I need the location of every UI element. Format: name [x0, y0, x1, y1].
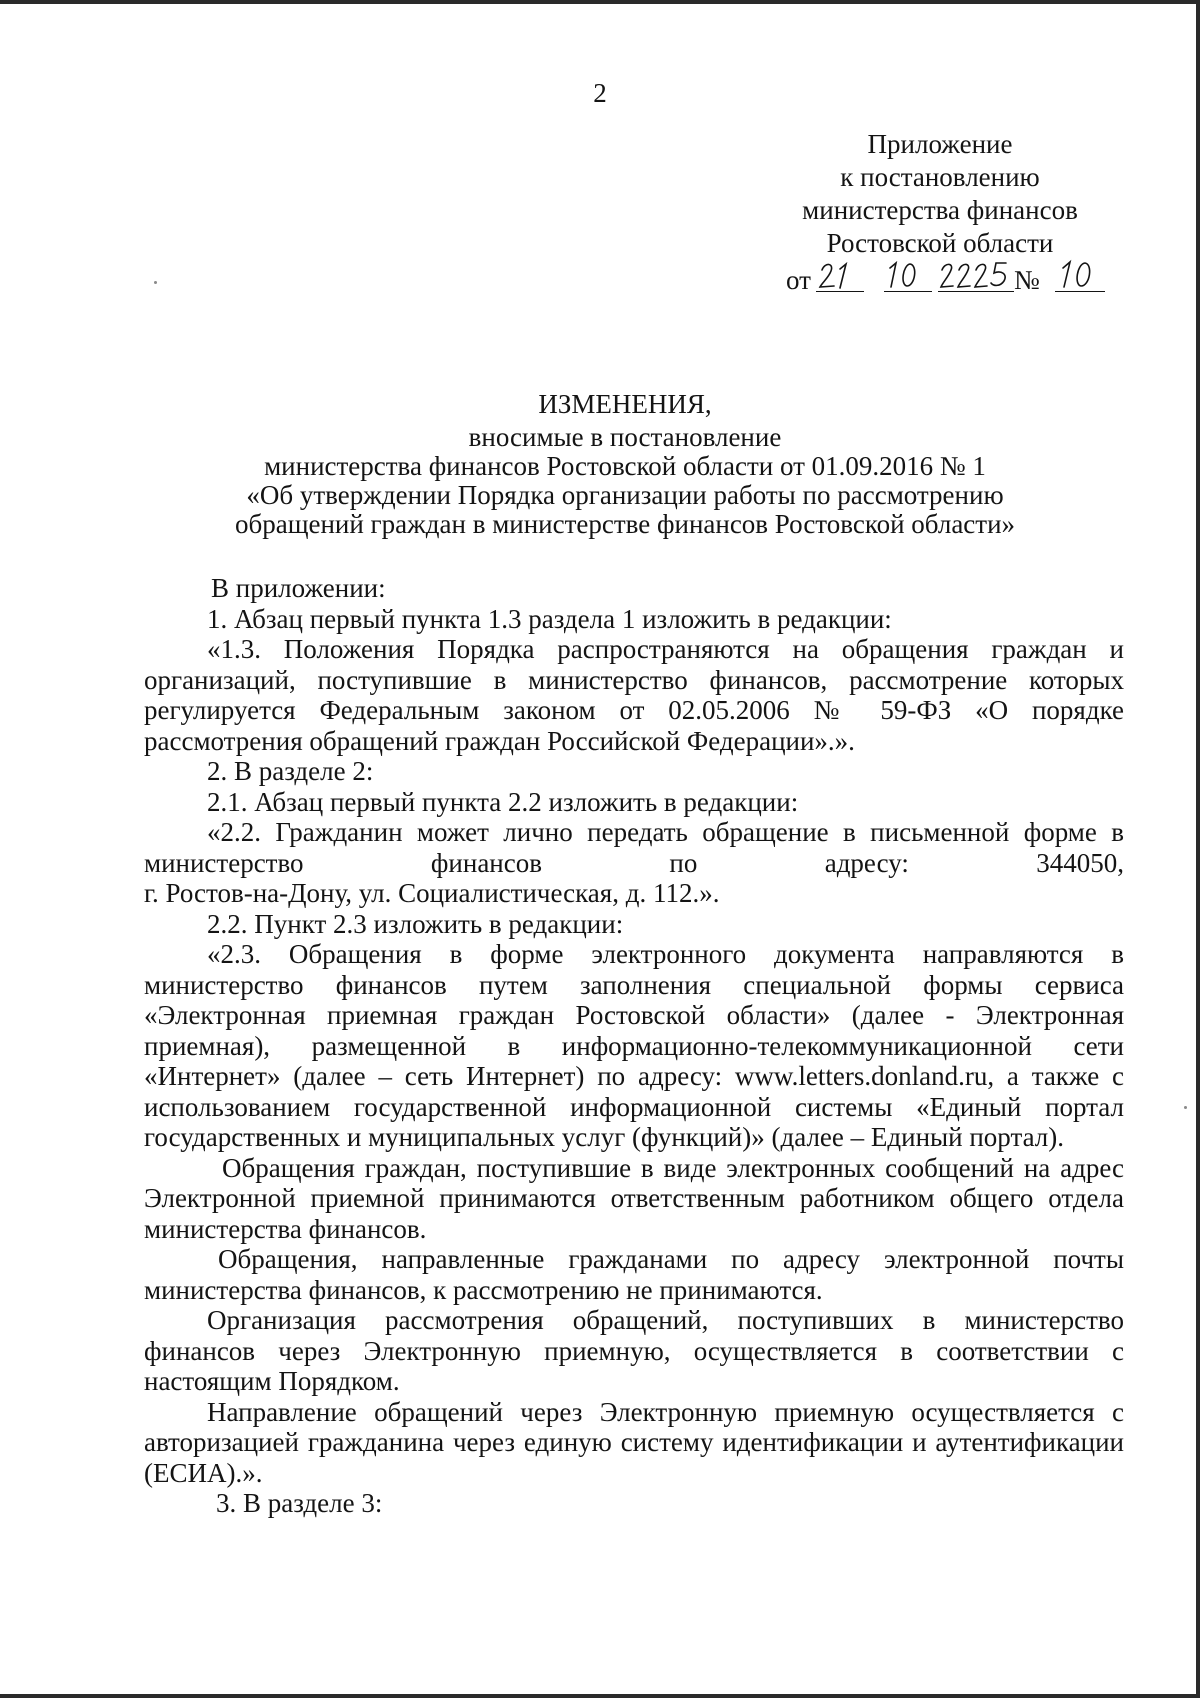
- document-body: [144, 573, 1124, 1519]
- handwritten-year: [938, 258, 1014, 292]
- heading-line-4: «Об утверждении Порядка организации работы по рассмотрению: [246, 480, 1004, 510]
- paragraph-email-not-accepted: Обращения, направленные гражданами по адресу электронной почты министерства финансов, к рассмотрению не принимаются.: [144, 1244, 1124, 1305]
- date-from-label: от: [786, 265, 811, 295]
- approval-date-line: [770, 262, 1110, 298]
- scan-border-top: [0, 0, 1200, 4]
- handwritten-number: [1055, 258, 1105, 292]
- scan-border-right: [1196, 0, 1200, 1698]
- approval-line-ministry: министерства финансов: [802, 195, 1078, 225]
- page-number: 2: [593, 78, 607, 108]
- paragraph-item-2-1: 2.1. Абзац первый пункта 2.2 изложить в редакции:: [207, 786, 799, 817]
- approval-line-region: Ростовской области: [826, 228, 1054, 258]
- handwritten-day-signature: [816, 258, 864, 292]
- document-heading: [130, 390, 1120, 539]
- scan-border-bottom: [0, 1694, 1200, 1698]
- number-sign-label: №: [1014, 265, 1040, 295]
- paragraph-item-1: 1. Абзац первый пункта 1.3 раздела 1 изложить в редакции:: [207, 603, 892, 634]
- handwritten-day: [816, 258, 864, 292]
- approval-line-resolution: к постановлению: [840, 162, 1040, 192]
- heading-line-5: обращений граждан в министерстве финансов Ростовской области»: [234, 509, 1016, 539]
- heading-line-2: вносимые в постановление: [468, 422, 782, 452]
- paragraph-clause-2-2-address: г. Ростов-на-Дону, ул. Социалистическая, д. 112.».: [144, 878, 720, 908]
- scan-speck: [154, 281, 157, 284]
- approval-stamp-block: [770, 128, 1110, 298]
- handwritten-month-signature: [884, 258, 932, 292]
- handwritten-year-signature: [938, 258, 1014, 292]
- document-title: ИЗМЕНЕНИЯ,: [538, 389, 712, 419]
- paragraph-in-appendix: В приложении:: [211, 573, 386, 603]
- paragraph-review-organization: Организация рассмотрения обращений, поступивших в министерство финансов через Электронную приемную, осуществляется в соответствии с настоящим Порядком.: [144, 1305, 1124, 1396]
- heading-line-3: министерства финансов Ростовской области от 01.09.2016 № 1: [264, 451, 986, 481]
- scan-speck: [1184, 1106, 1187, 1109]
- handwritten-number-signature: [1055, 258, 1105, 292]
- paragraph-item-2-2: 2.2. Пункт 2.3 изложить в редакции:: [207, 908, 624, 939]
- approval-line-appendix: Приложение: [867, 129, 1013, 159]
- paragraph-electronic-messages: Обращения граждан, поступившие в виде электронных сообщений на адрес Электронной приемной принимаются ответственным работником общего отдела министерства финансов.: [144, 1152, 1124, 1244]
- handwritten-month: [884, 258, 932, 292]
- paragraph-esia-authorization: Направление обращений через Электронную приемную осуществляется с авторизацией гражданина через единую систему идентификации и аутентификации (ЕСИА).».: [144, 1396, 1124, 1488]
- paragraph-clause-2-2: «2.2. Гражданин может лично передать обращение в письменной форме в министерство финансов по адресу: 344050,: [144, 817, 1124, 878]
- paragraph-item-2: 2. В разделе 2:: [207, 756, 374, 786]
- paragraph-clause-2-3: «2.3. Обращения в форме электронного документа направляются в министерство финансов путем заполнения специальной формы сервиса «Электронная приемная граждан Ростовской области» (далее - Электронная приемная), размещенной в информационно-телекоммуникационной сети «Интернет» (далее – сеть Интернет) по адресу: www.letters.donland.ru, а также с использованием государственной информационной системы «Единый портал государственных и муниципальных услуг (функций)» (далее – Единый портал).: [144, 939, 1124, 1152]
- paragraph-clause-1-3: «1.3. Положения Порядка распространяются на обращения граждан и организаций, поступившие в министерство финансов, рассмотрение которых регулируется Федеральным законом от 02.05.2006 № 59-ФЗ «О порядке рассмотрения обращений граждан Российской Федерации».».: [144, 634, 1124, 756]
- paragraph-item-3: 3. В разделе 3:: [216, 1488, 383, 1518]
